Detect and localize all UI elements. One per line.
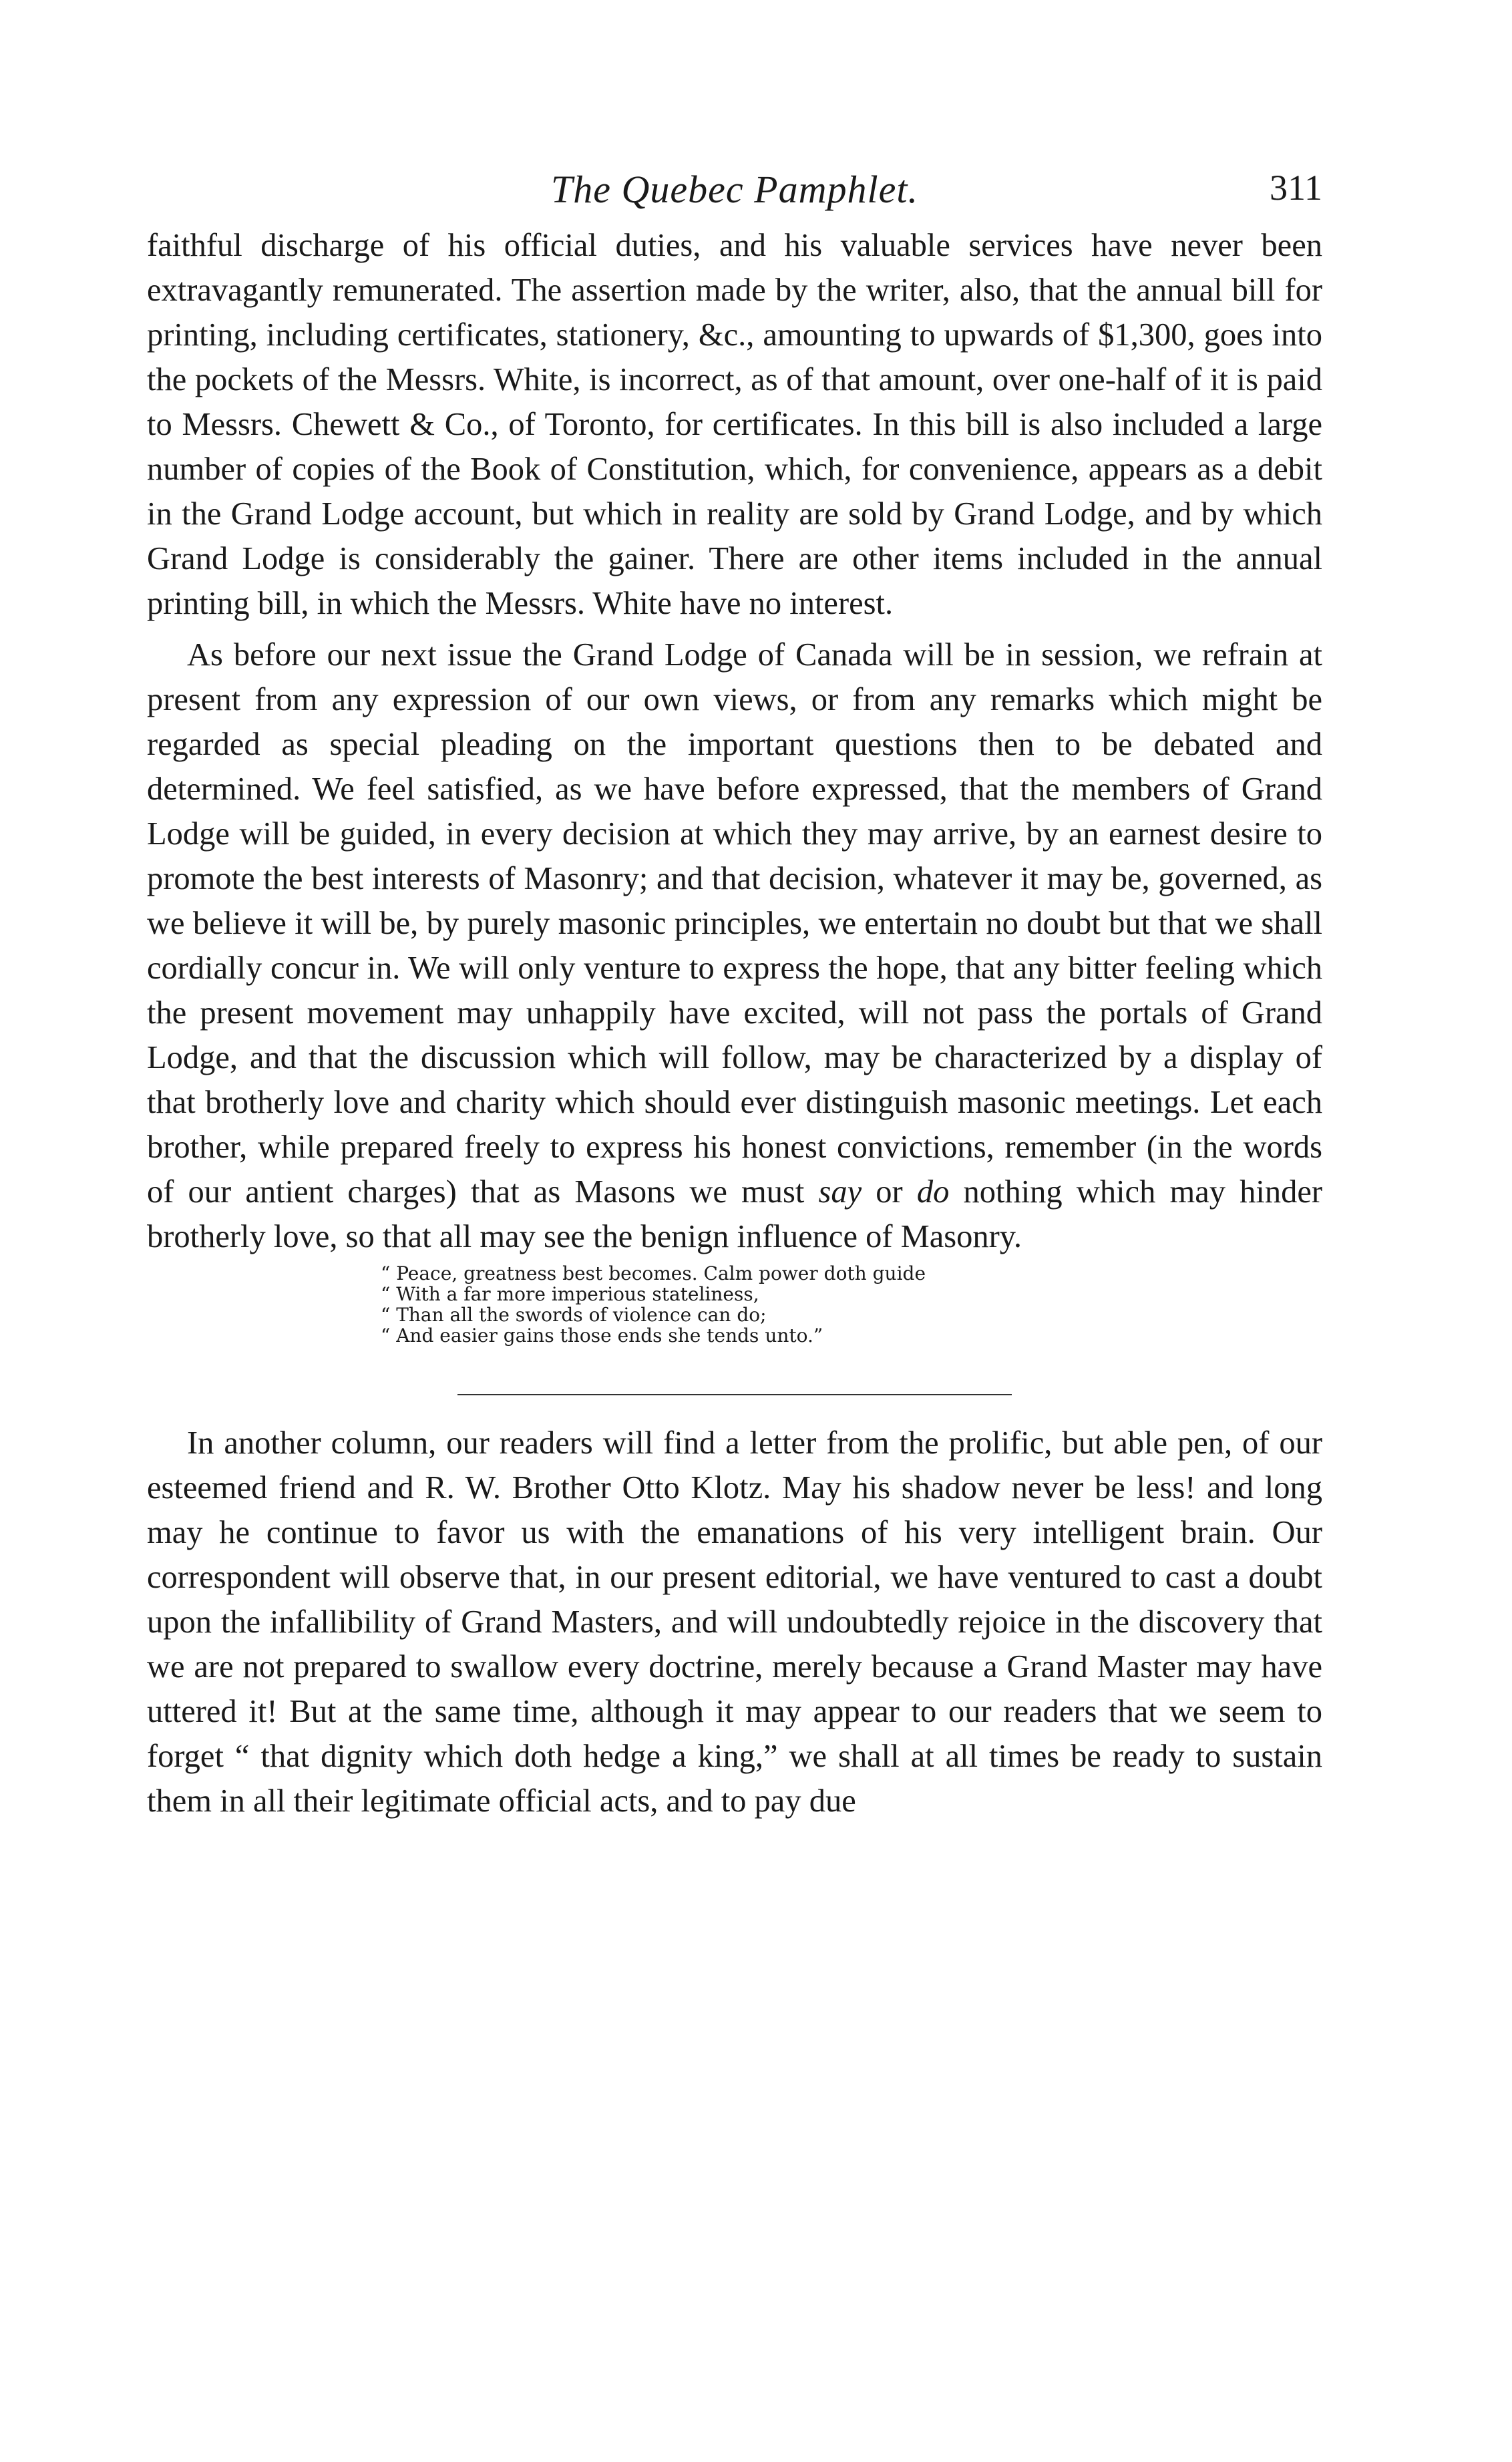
book-page — [147, 167, 1322, 1823]
connector-or: or — [862, 1174, 917, 1210]
page-number: 311 — [1270, 168, 1322, 208]
verse-line: “ Peace, greatness best becomes. Calm power doth guide — [381, 1262, 926, 1284]
verse-line: “ And easier gains those ends she tends unto.” — [381, 1325, 823, 1347]
verse-quote — [381, 1263, 1322, 1346]
emphasis-do: do — [916, 1174, 950, 1210]
paragraph-continuation: faithful discharge of his official duties, and his valuable services have never been extravagantly remunerated. The assertion made by the writer, also, that the annual bill for printing, including certificates, stationery, &c., amounting to upwards of $1,300, goes into the pockets of the Messrs. White, is incorrect, as of that amount, over one-half of it is paid to Messrs. Chewett & Co., of Toronto, for certificates. In this bill is also included a large number of copies of the Book of Constitution, which, for convenience, appears as a debit in the Grand Lodge account, but which in reality are sold by Grand Lodge, and by which Grand Lodge is considerably the gainer. There are other items included in the annual printing bill, in which the Messrs. White have no interest. — [147, 228, 1322, 621]
paragraph-text: As before our next issue the Grand Lodge of Canada will be in session, we refrain at present from any expression of our own views, or from any remarks which might be regarded as special pleading on the important questions then to be debated and determined. We feel satisfied, as we have before expressed, that the members of Grand Lodge will be guided, in every decision at which they may arrive, by an earnest desire to promote the best interests of Masonry; and that decision, whatever it may be, governed, as we believe it will be, by purely masonic principles, we entertain no doubt but that we shall cordially concur in. We will only venture to express the hope, that any bitter feeling which the present movement may unhappily have excited, will not pass the portals of Grand Lodge, and that the discussion which will follow, may be characterized by a display of that brotherly love and charity which should ever distinguish masonic meetings. Let each brother, while prepared freely to express his honest convictions, remember (in the words of our antient charges) that as Masons we must — [147, 637, 1322, 1210]
verse-line: “ With a far more imperious stateliness, — [381, 1283, 759, 1305]
section-divider — [457, 1394, 1012, 1395]
running-head — [147, 167, 1322, 220]
running-title: The Quebec Pamphlet. — [551, 168, 918, 211]
paragraph-text-end: nothing which may hinder brotherly love, so that all may see the benign influence of Masonry. — [147, 1174, 1323, 1254]
paragraph-otto-klotz: In another column, our readers will find a letter from the prolific, but able pen, of our esteemed friend and R. W. Brother Otto Klotz. May his shadow never be less! and long may he continue to favor us with the emanations of his very intelligent brain. Our correspondent will observe that, in our present editorial, we have ventured to cast a doubt upon the infallibility of Grand Masters, and will undoubtedly rejoice in the discovery that we are not prepared to swallow every doctrine, merely because a Grand Master may have uttered it! But at the same time, although it may appear to our readers that we seem to forget “ that dignity which doth hedge a king,” we shall at all times be ready to sustain them in all their legitimate official acts, and to pay due — [147, 1425, 1322, 1819]
paragraph-grand-lodge-session — [147, 633, 1322, 1259]
emphasis-say: say — [818, 1174, 862, 1210]
verse-line: “ Than all the swords of violence can do; — [381, 1304, 767, 1326]
